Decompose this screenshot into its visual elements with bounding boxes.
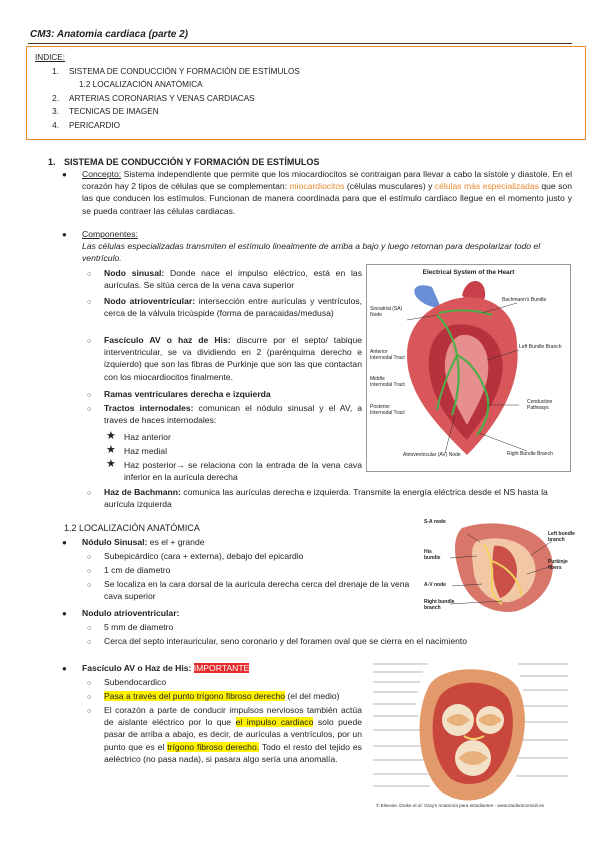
index-box — [26, 46, 586, 140]
fasciculo-item: Fascículo AV o Haz de His: IMPORTANTE — [82, 663, 250, 673]
haz-posterior-item: Haz posterior→ se relaciona con la entrada de la vena cava inferior en la aurícula derecha — [124, 460, 362, 483]
fig1-label-conduction: Conduction Pathways — [527, 399, 553, 411]
nodo-av-item: Nodo atrioventricular: intersección entre aurículas y ventrículos, cerca de la válvula tricúspide (forma de paracaidas/medusa) — [104, 296, 362, 319]
fig2-label-purkinje: Purkinje fibers — [548, 559, 568, 571]
fig1-label-middle: Middle Internodal Tract — [370, 376, 405, 388]
bullet-icon: ● — [62, 664, 67, 673]
nav-localizacion: Cerca del septo interauricular, seno coronario y del foramen oval que se cierra en el nacimiento — [104, 636, 468, 646]
figure-title: Electrical System of the Heart — [422, 269, 515, 276]
haz-medial-item: Haz medial — [124, 446, 167, 456]
componentes-block: Componentes: Las células especializadas transmiten el estímulo linealmente de arriba a bajo y luego retornan para despolarizar todo el ventrículo. — [82, 229, 541, 264]
haz-anterior-item: Haz anterior — [124, 432, 171, 442]
ns-diametro: 1 cm de diametro — [104, 565, 171, 575]
fig2-label-left: Left bundle branch — [548, 531, 575, 543]
page-title: CM3: Anatomia cardiaca (parte 2) — [30, 29, 189, 40]
electrical-system-figure — [366, 264, 571, 472]
circle-bullet-icon: ○ — [87, 271, 92, 278]
index-item: 2. ARTERIAS CORONARIAS Y VENAS CARDIACAS — [52, 93, 255, 103]
conduction-figure — [422, 516, 577, 616]
concepto-paragraph: Concepto: Sistema independiente que permite que los miocardiocitos se contraigan para llevar a cabo la sístole y diastole. En el corazón hay 2 tipos de células que se complementan: miocardiocitos (células musculares) y células más especializadas que son las que conducen los estímulos. Funcionan de manera coordinada para que el estímulo cardiaco llegue en el momento justo y se pueda contraer las células cardiacas. — [82, 169, 572, 216]
fasc-aislante: El corazón a parte de conducir impulsos nerviosos también actúa de aislante eléctrico por lo que el impulso cardiaco solo puede pasar de arriba a abajo, es decir, de aurículas a ventrículos, por un punto que es el trígono fibroso derecho. Todo el resto del tejido es aeléctrico (no pasa nada), si pasara algo sería una anomalía. — [104, 705, 363, 764]
circle-bullet-icon: ○ — [87, 338, 92, 345]
circle-bullet-icon: ○ — [87, 392, 92, 399]
circle-bullet-icon: ○ — [87, 406, 92, 413]
bullet-icon: ● — [62, 609, 67, 618]
star-icon: ★ — [106, 444, 116, 456]
bachmann-item: Haz de Bachmann: comunica las aurículas derecha e izquierda. Transmite la energía eléctrica desde el NS hasta la aurícula izquierda — [104, 487, 548, 510]
circle-bullet-icon: ○ — [87, 625, 92, 632]
nav-diametro: 5 mm de diametro — [104, 622, 174, 632]
star-icon: ★ — [106, 430, 116, 442]
figure-caption: © Elsevier. Drake et al: Gray's Anatomía para estudiantes - www.studentconsult.es — [376, 803, 544, 809]
valve-plane-illustration — [368, 658, 574, 804]
fig2-label-right: Right bundle branch — [424, 599, 455, 611]
circle-bullet-icon: ○ — [87, 568, 92, 575]
his-item: Fascículo AV o haz de His: discurre por el septo/ tabique interventricular, se va dividiendo en 2 (parénquima derecho e izquierdo) que son las fibras de Purkinje que son las que contactan con los miocardiocitos finalmente. — [104, 335, 362, 382]
circle-bullet-icon: ○ — [87, 582, 92, 589]
index-heading: INDICE: — [35, 53, 66, 62]
section-1-heading: 1. SISTEMA DE CONDUCCIÓN Y FORMACIÓN DE ESTÍMULOS — [48, 157, 320, 167]
index-item: 3. TECNICAS DE IMAGEN — [52, 107, 159, 117]
circle-bullet-icon: ○ — [87, 490, 92, 497]
nodo-sinusal-item: Nodo sinusal: Donde nace el impulso eléctrico, está en las aurículas. Se sitúa cerca de la vena cava superior — [104, 268, 362, 291]
index-item: 1.2 LOCALIZACIÓN ANATÓMICA — [79, 80, 203, 90]
ns-subepicardico: Subepicárdico (cara + externa), debajo del epicardio — [104, 551, 304, 561]
important-badge: IMPORTANTE — [193, 663, 250, 673]
nodulo-av-item: Nodulo atrioventricular: — [82, 608, 180, 618]
circle-bullet-icon: ○ — [87, 680, 92, 687]
title-divider — [28, 43, 572, 44]
index-item: 4. PERICARDIO — [52, 120, 120, 130]
fig1-label-anterior: Anterior Internodal Tract — [370, 349, 405, 361]
gray-anatomy-figure — [368, 658, 574, 812]
fasc-trigono: Pasa a través del punto trígono fibroso derecho (el del medio) — [104, 691, 340, 701]
circle-bullet-icon: ○ — [87, 554, 92, 561]
fig2-label-his: His bundle — [424, 549, 441, 561]
section-1-2-heading: 1.2 LOCALIZACIÓN ANATÓMICA — [64, 523, 200, 533]
fig1-label-left-branch: Left Bundle Branch — [519, 344, 562, 350]
circle-bullet-icon: ○ — [87, 708, 92, 715]
fig2-label-sa: S-A node — [424, 519, 446, 525]
circle-bullet-icon: ○ — [87, 299, 92, 306]
fasc-subendocardico: Subendocardico — [104, 677, 167, 687]
fig1-label-posterior: Posterior Internodal Tract — [370, 404, 405, 416]
circle-bullet-icon: ○ — [87, 639, 92, 646]
fig1-label-av: Atrioventricular (AV) Node — [403, 452, 461, 458]
fig1-label-right-branch: Right Bundle Branch — [507, 451, 553, 457]
bullet-icon: ● — [62, 170, 67, 179]
ns-localizacion: Se localiza en la cara dorsal de la aurícula derecha cerca del drenaje de la vena cava superior — [104, 579, 410, 602]
ramas-item: Ramas ventriculares derecha e izquierda — [104, 389, 271, 399]
tractos-item: Tractos internodales: comunican el nódulo sinusal y el AV, a traves de haces internodales: — [104, 403, 362, 426]
index-item: 1. SISTEMA DE CONDUCCIÓN Y FORMACIÓN DE ESTÍMULOS — [52, 66, 300, 76]
bullet-icon: ● — [62, 538, 67, 547]
nodulo-sinusal-item: Nódulo Sinusal: es el + grande — [82, 537, 205, 547]
fig2-label-av: A-V node — [424, 582, 446, 588]
circle-bullet-icon: ○ — [87, 694, 92, 701]
fig1-label-bachmann: Bachmann's Bundle — [502, 297, 547, 303]
bullet-icon: ● — [62, 230, 67, 239]
fig1-label-sa: Sinoatrial (SA) Node — [370, 306, 403, 318]
star-icon: ★ — [106, 458, 116, 470]
